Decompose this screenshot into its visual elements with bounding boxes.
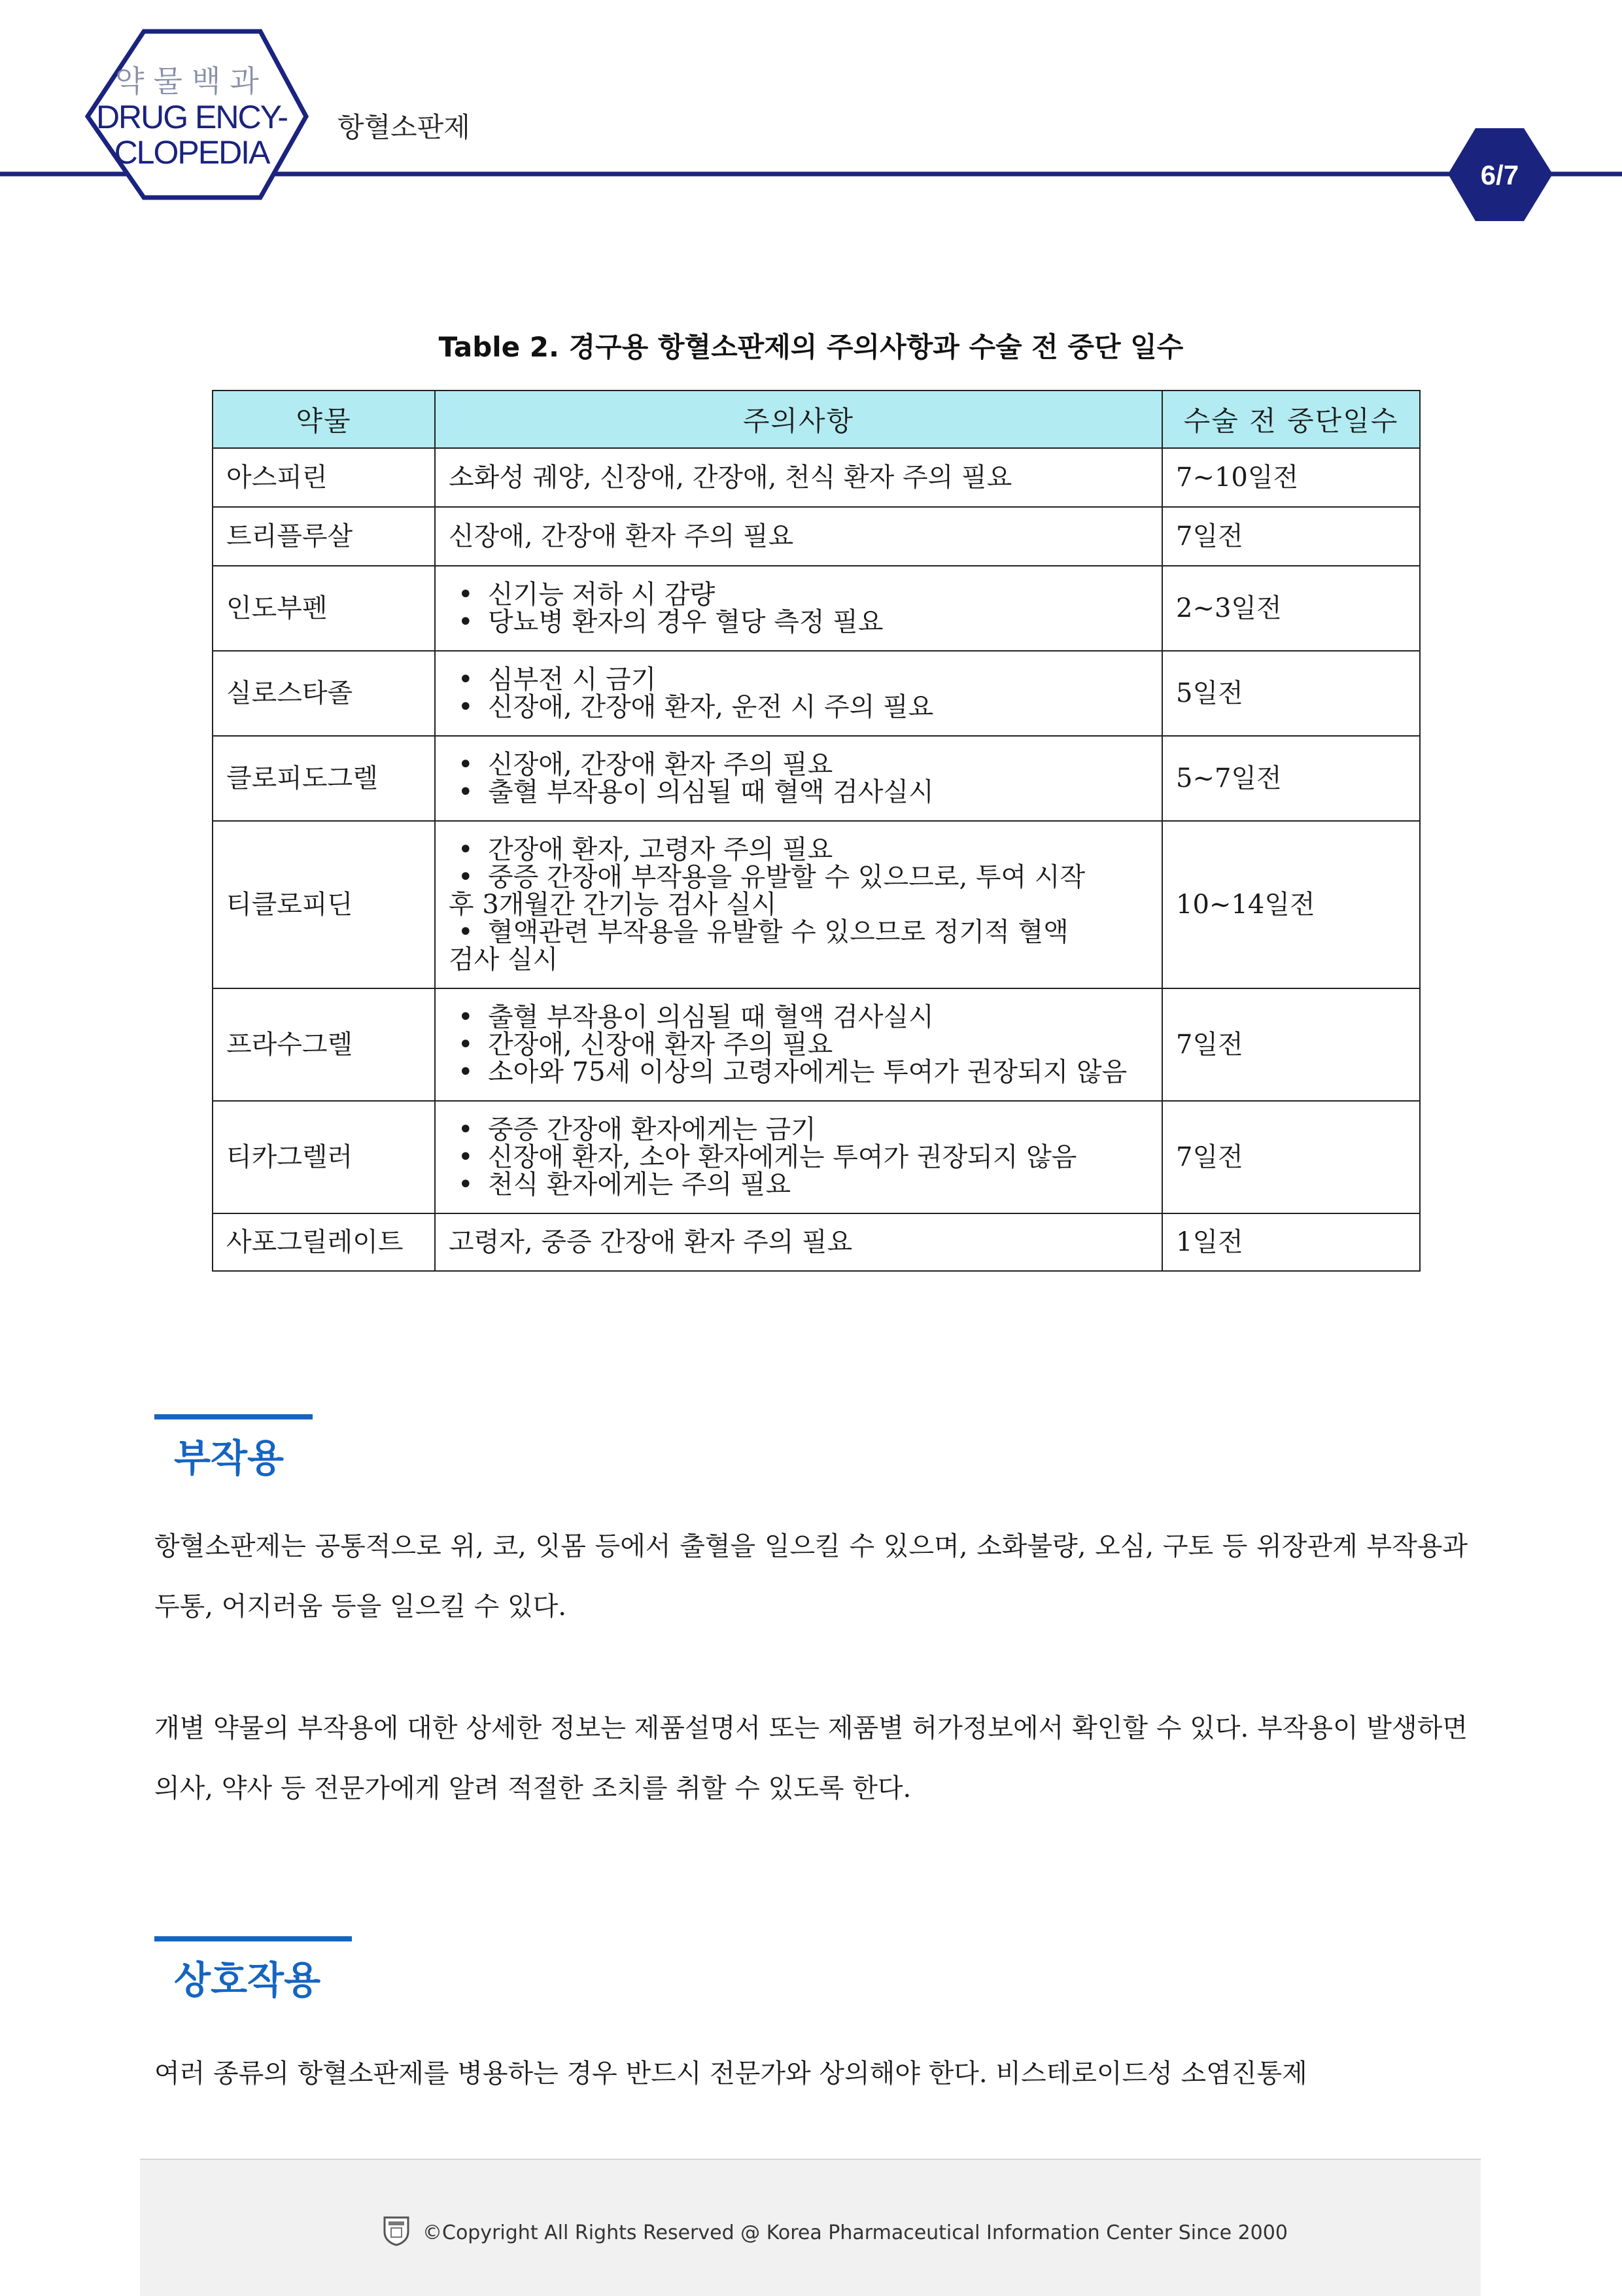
table-row [213, 566, 1420, 651]
drug-name: 아스피린 [213, 448, 435, 507]
stop-days: 2~3일전 [1162, 566, 1420, 651]
drug-name: 인도부펜 [213, 566, 435, 651]
drug-name: 프라수그렐 [213, 988, 435, 1101]
section-title-side-effects: 부작용 [174, 1436, 285, 1480]
precaution-item: • 중증 간장애 환자에게는 금기 [449, 1116, 1148, 1143]
table-row [213, 1101, 1420, 1213]
drug-name: 티클로피딘 [213, 821, 435, 988]
side-effects-paragraph-2: 개별 약물의 부작용에 대한 상세한 정보는 제품설명서 또는 제품별 허가정보에서 확인할 수 있다. 부작용이 발생하면 의사, 약사 등 전문가에게 알려 적절한 조치를 취할 수 있도록 한다. [154, 1713, 1468, 1803]
stop-days: 5~7일전 [1162, 736, 1420, 821]
table-row [213, 507, 1420, 566]
stop-days: 1일전 [1162, 1213, 1420, 1271]
table-row [213, 448, 1420, 507]
kpic-seal-icon [382, 2215, 411, 2246]
stop-days: 7일전 [1162, 988, 1420, 1101]
column-header-drug: 약물 [213, 391, 435, 448]
precaution-item: • 간장애 환자, 고령자 주의 필요 [449, 836, 1148, 863]
footer-copyright: ©Copyright All Rights Reserved @ Korea Pharmaceutical Information Center Since 2000 [423, 2221, 1288, 2244]
precaution-item: • 소아와 75세 이상의 고령자에게는 투여가 권장되지 않음 [449, 1058, 1148, 1086]
page-number: 6/7 [1480, 160, 1519, 190]
table-row [213, 821, 1420, 988]
precaution-text: 고령자, 중증 간장애 환자 주의 필요 [435, 1213, 1162, 1271]
side-effects-paragraph-1: 항혈소판제는 공통적으로 위, 코, 잇몸 등에서 출혈을 일으킬 수 있으며, 소화불량, 오심, 구토 등 위장관계 부작용과 두통, 어지러움 등을 일으킬 수 있다. [154, 1531, 1468, 1622]
precaution-item: • 혈액관련 부작용을 유발할 수 있으므로 정기적 혈액 [449, 918, 1148, 946]
precaution-item-continued: 검사 실시 [449, 945, 559, 975]
precaution-list [435, 821, 1162, 988]
precaution-item: • 신장애 환자, 소아 환자에게는 투여가 권장되지 않음 [449, 1143, 1148, 1171]
precaution-text: 신장애, 간장애 환자 주의 필요 [435, 507, 1162, 566]
page-header [0, 0, 1622, 222]
precaution-list [435, 1101, 1162, 1213]
table-caption: Table 2. 경구용 항혈소판제의 주의사항과 수술 전 중단 일수 [438, 331, 1184, 363]
precaution-item: • 천식 환자에게는 주의 필요 [449, 1171, 1148, 1198]
precaution-item: • 신장애, 간장애 환자, 운전 시 주의 필요 [449, 693, 1148, 721]
drug-name: 트리플루살 [213, 507, 435, 566]
precaution-item: • 신장애, 간장애 환자 주의 필요 [449, 751, 1148, 778]
column-header-precautions: 주의사항 [435, 391, 1162, 448]
logo-english-line1: DRUG ENCY- [95, 99, 288, 135]
table-header-row [213, 391, 1420, 448]
section-bar-interactions [154, 1936, 352, 1941]
precaution-list [435, 736, 1162, 821]
logo-english-line2: CLOPEDIA [114, 134, 269, 171]
drug-name: 클로피도그렐 [213, 736, 435, 821]
stop-days: 7일전 [1162, 507, 1420, 566]
precaution-item: • 간장애, 신장애 환자 주의 필요 [449, 1031, 1148, 1058]
precaution-list [435, 566, 1162, 651]
stop-days: 10~14일전 [1162, 821, 1420, 988]
table-row [213, 1213, 1420, 1271]
precaution-item-continued: 후 3개월간 간기능 검사 실시 [449, 890, 777, 920]
interactions-paragraph-1: 여러 종류의 항혈소판제를 병용하는 경우 반드시 전문가와 상의해야 한다. 비스테로이드성 소염진통제 [154, 2059, 1307, 2089]
precaution-text: 소화성 궤양, 신장애, 간장애, 천식 환자 주의 필요 [435, 448, 1162, 507]
drug-name: 사포그릴레이트 [213, 1213, 435, 1271]
precautions-table [212, 390, 1421, 1272]
page-footer [140, 2159, 1481, 2296]
precaution-item: • 출혈 부작용이 의심될 때 혈액 검사실시 [449, 1003, 1148, 1031]
precaution-list [435, 651, 1162, 736]
stop-days: 7~10일전 [1162, 448, 1420, 507]
precaution-item: • 당뇨병 환자의 경우 혈당 측정 필요 [449, 608, 1148, 636]
stop-days: 7일전 [1162, 1101, 1420, 1213]
table-row [213, 651, 1420, 736]
table-row [213, 988, 1420, 1101]
precaution-item: • 중증 간장애 부작용을 유발할 수 있으므로, 투여 시작 [449, 863, 1148, 891]
logo-korean: 약물백과 [115, 63, 268, 99]
table-row [213, 736, 1420, 821]
section-title-interactions: 상호작용 [174, 1958, 321, 2002]
precaution-list [435, 988, 1162, 1101]
precaution-item: • 심부전 시 금기 [449, 666, 1148, 693]
header-title: 항혈소판제 [337, 111, 470, 143]
column-header-stop-days: 수술 전 중단일수 [1162, 391, 1420, 448]
stop-days: 5일전 [1162, 651, 1420, 736]
drug-name: 실로스타졸 [213, 651, 435, 736]
drug-name: 티카그렐러 [213, 1101, 435, 1213]
precaution-item: • 신기능 저하 시 감량 [449, 581, 1148, 608]
section-bar-side-effects [154, 1414, 313, 1419]
precaution-item: • 출혈 부작용이 의심될 때 혈액 검사실시 [449, 778, 1148, 806]
